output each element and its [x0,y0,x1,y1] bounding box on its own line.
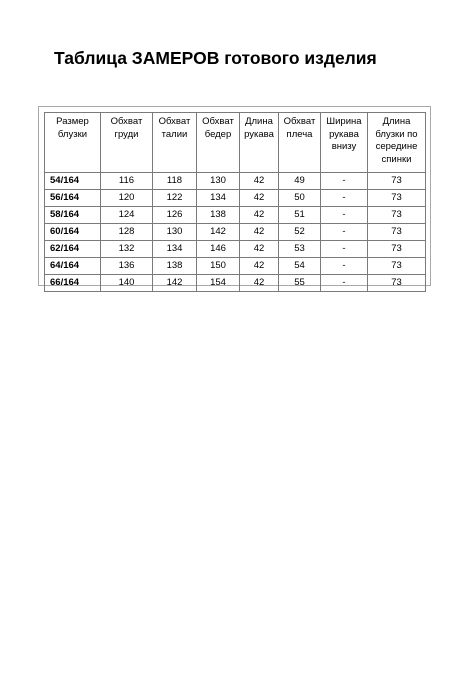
table-cell: - [321,241,368,258]
table-row [45,241,426,258]
table-cell: - [321,207,368,224]
table-cell: 130 [153,224,197,241]
table-cell: 132 [101,241,153,258]
table-cell: 51 [279,207,321,224]
table-cell: 128 [101,224,153,241]
table-cell: 42 [240,241,279,258]
table-cell: 116 [101,173,153,190]
table-cell: 42 [240,224,279,241]
table-row [45,275,426,292]
table-cell: 150 [197,258,240,275]
table-cell: 52 [279,224,321,241]
header-sleeve-length: Длина рукава [240,113,279,173]
size-cell: 66/164 [45,275,101,292]
page-title: Таблица ЗАМЕРОВ готового изделия [54,48,377,68]
measurements-table-frame [38,106,431,286]
header-chest: Обхват груди [101,113,153,173]
size-cell: 64/164 [45,258,101,275]
table-cell: - [321,190,368,207]
table-cell: 120 [101,190,153,207]
table-cell: 146 [197,241,240,258]
table-cell: - [321,258,368,275]
table-row [45,224,426,241]
table-cell: 136 [101,258,153,275]
table-cell: 140 [101,275,153,292]
size-cell: 54/164 [45,173,101,190]
header-sleeve-width: Ширина рукава внизу [321,113,368,173]
table-row [45,173,426,190]
table-cell: 126 [153,207,197,224]
table-cell: 73 [368,224,426,241]
size-cell: 62/164 [45,241,101,258]
table-cell: - [321,275,368,292]
table-cell: 134 [153,241,197,258]
header-row [45,113,426,173]
table-cell: 73 [368,258,426,275]
table-cell: 122 [153,190,197,207]
header-shoulder: Обхват плеча [279,113,321,173]
table-cell: 73 [368,241,426,258]
header-hips: Обхват бедер [197,113,240,173]
table-cell: 124 [101,207,153,224]
table-cell: 42 [240,173,279,190]
table-row [45,258,426,275]
header-waist: Обхват талии [153,113,197,173]
table-cell: 42 [240,275,279,292]
table-cell: 142 [153,275,197,292]
table-cell: 73 [368,190,426,207]
size-cell: 60/164 [45,224,101,241]
table-cell: 154 [197,275,240,292]
table-cell: 50 [279,190,321,207]
table-cell: 134 [197,190,240,207]
header-back-length: Длина блузки по середине спинки [368,113,426,173]
table-cell: 54 [279,258,321,275]
table-cell: 130 [197,173,240,190]
table-cell: 73 [368,173,426,190]
table-cell: 49 [279,173,321,190]
table-cell: 55 [279,275,321,292]
table-cell: 138 [153,258,197,275]
table-cell: 53 [279,241,321,258]
table-cell: - [321,224,368,241]
table-cell: 73 [368,207,426,224]
table-cell: - [321,173,368,190]
header-size: Размер блузки [45,113,101,173]
table-cell: 73 [368,275,426,292]
size-cell: 58/164 [45,207,101,224]
table-cell: 42 [240,207,279,224]
table-cell: 42 [240,190,279,207]
size-cell: 56/164 [45,190,101,207]
table-cell: 142 [197,224,240,241]
table-cell: 118 [153,173,197,190]
table-row [45,190,426,207]
table-row [45,207,426,224]
table-cell: 138 [197,207,240,224]
measurements-table [44,112,426,292]
table-cell: 42 [240,258,279,275]
